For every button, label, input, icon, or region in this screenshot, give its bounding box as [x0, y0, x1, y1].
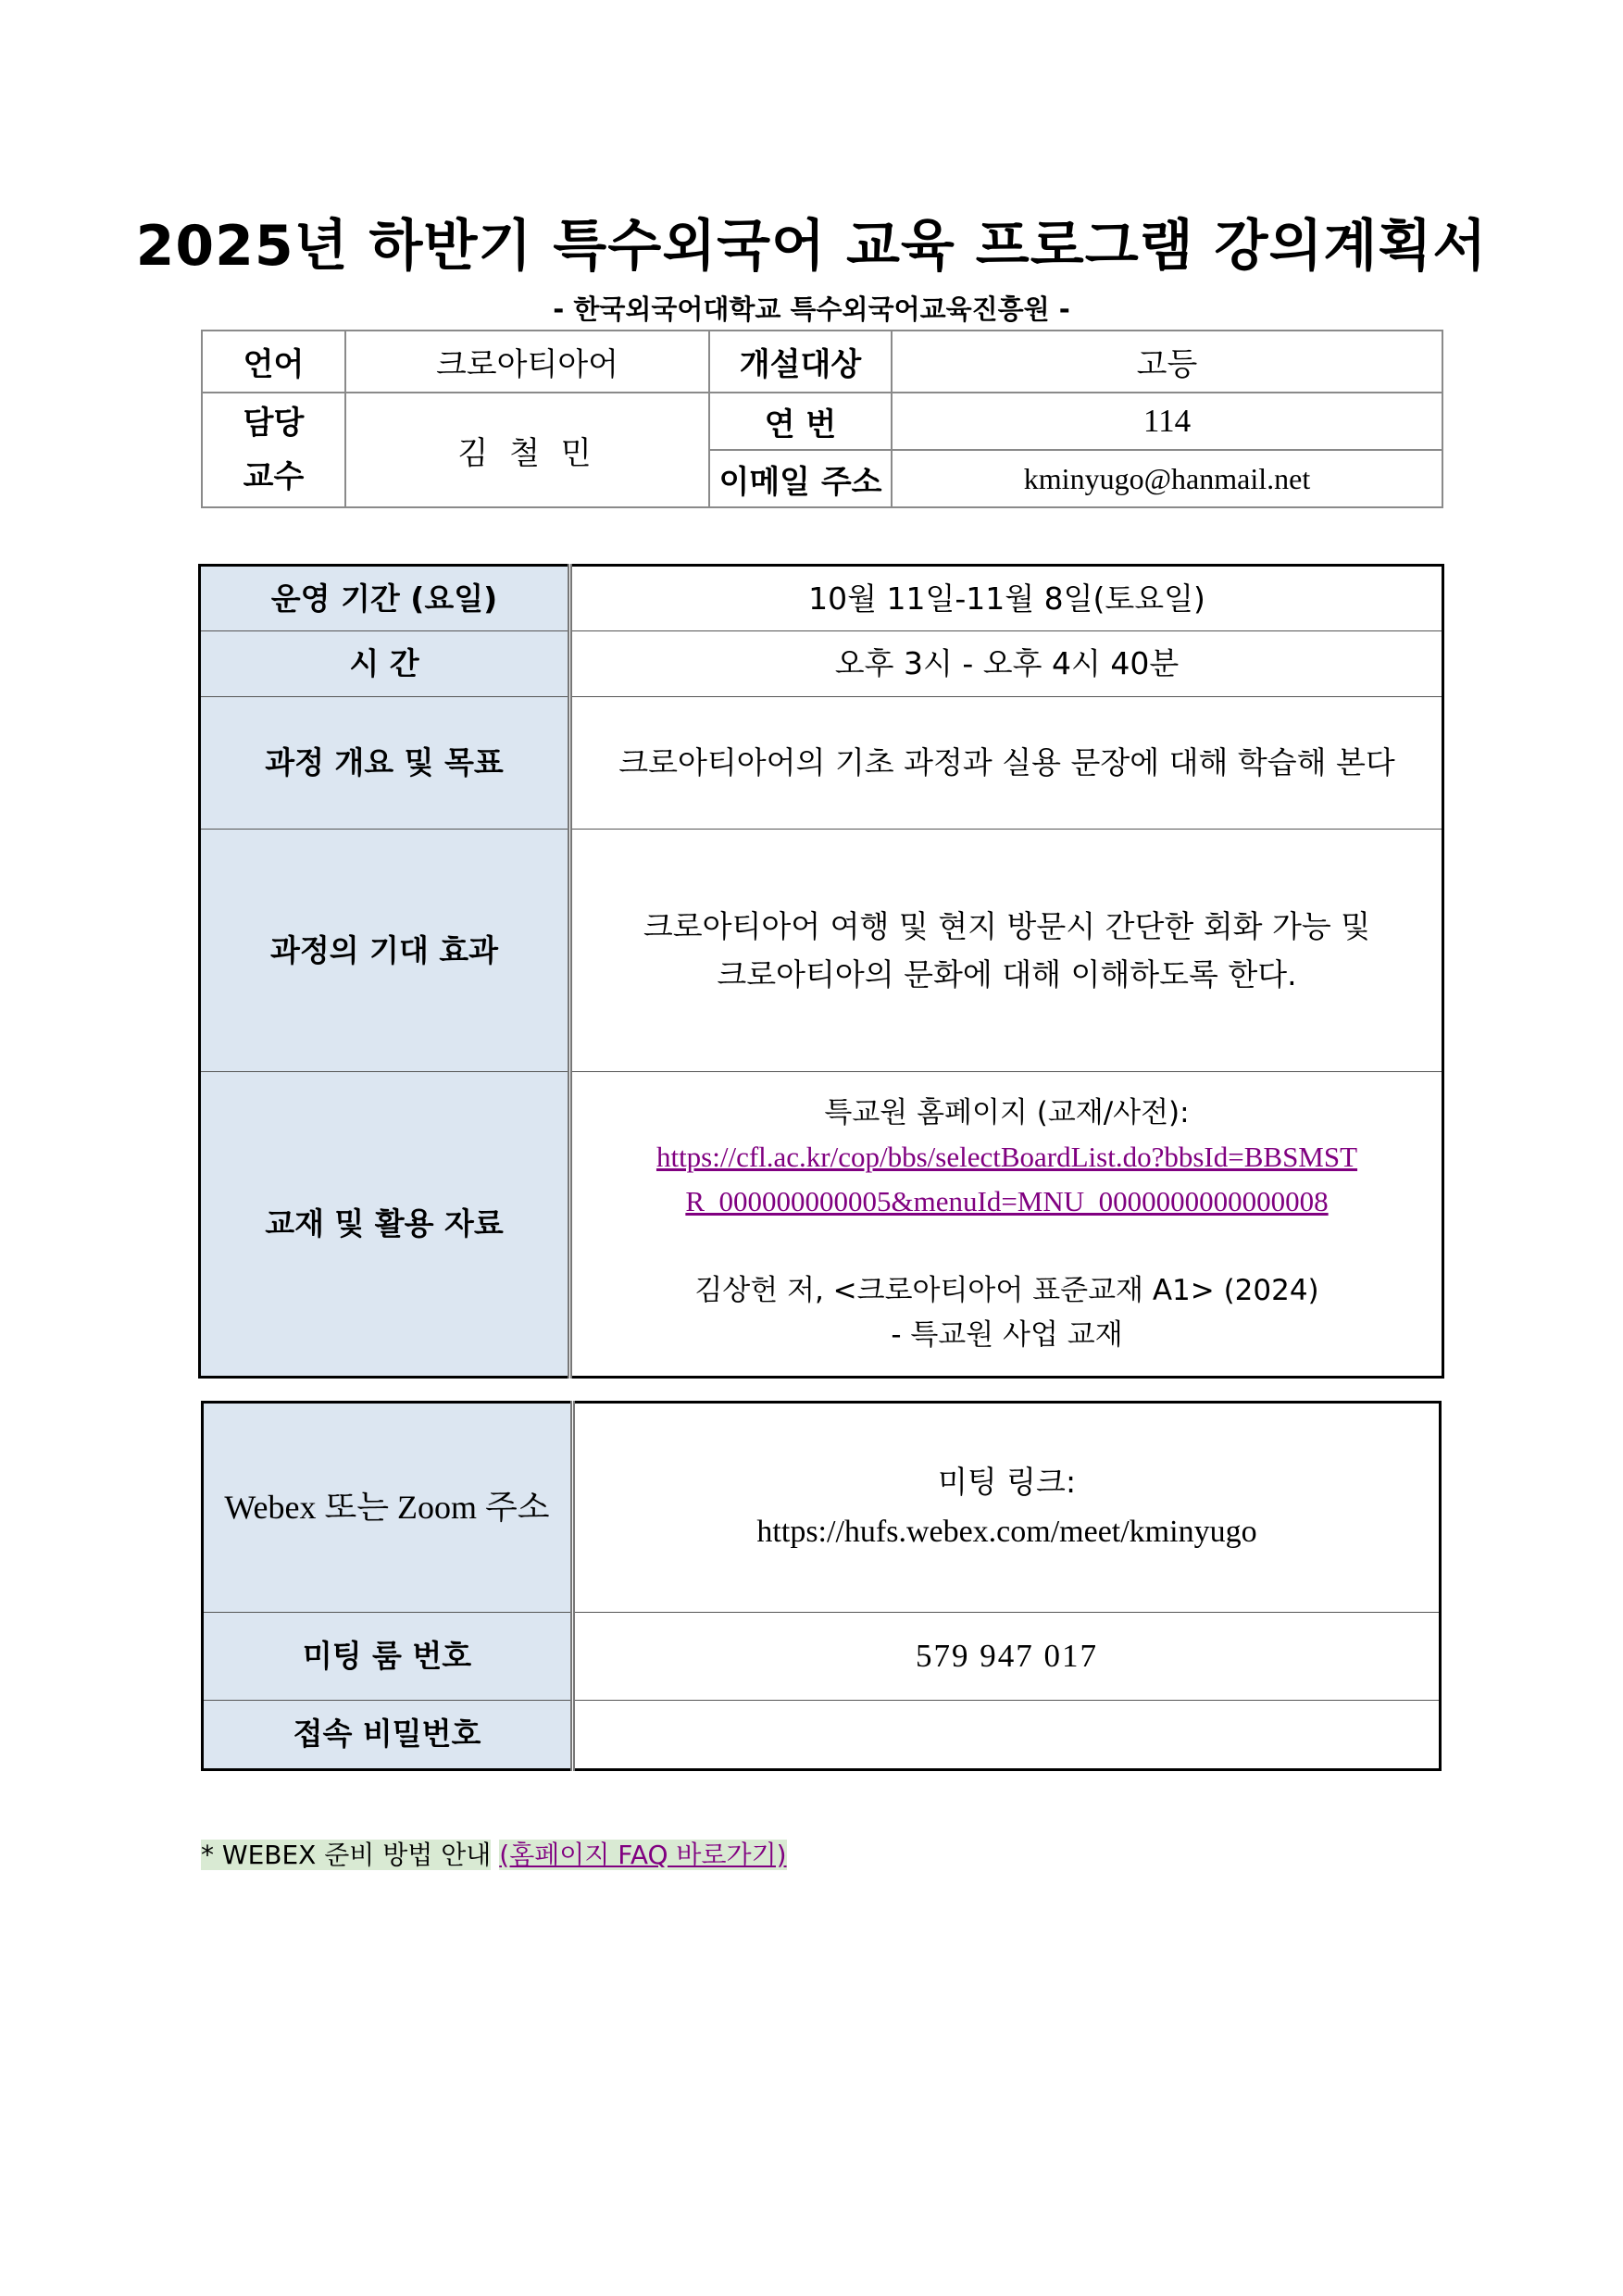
overview-value: 크로아티아어의 기초 과정과 실용 문장에 대해 학습해 본다	[570, 697, 1443, 830]
email-value: kminyugo@hanmail.net	[892, 450, 1442, 507]
serial-value: 114	[892, 393, 1442, 450]
professor-label	[202, 393, 345, 507]
page-title: 2025년 하반기 특수외국어 교육 프로그램 강의계획서	[135, 214, 1488, 279]
webex-guide-note	[201, 1835, 787, 1872]
meeting-link-label: 미팅 링크:	[937, 1463, 1077, 1500]
email-label: 이메일 주소	[709, 450, 892, 507]
course-table	[198, 564, 1444, 1379]
period-value: 10월 11일-11월 8일(토요일)	[570, 566, 1443, 631]
materials-link-line2[interactable]: R_000000000005&menuId=MNU_0000000000000008	[685, 1184, 1329, 1217]
password-value	[573, 1701, 1441, 1770]
effect-label: 과정의 기대 효과	[200, 830, 570, 1072]
language-label: 언어	[202, 331, 345, 393]
room-value: 579 947 017	[573, 1613, 1441, 1701]
professor-label-line1: 담당	[243, 405, 305, 442]
room-label: 미팅 룸 번호	[203, 1613, 573, 1701]
meeting-address-label: Webex 또는 Zoom 주소	[203, 1403, 573, 1613]
overview-label: 과정 개요 및 목표	[200, 697, 570, 830]
effect-line2: 크로아티아의 문화에 대해 이해하도록 한다.	[717, 955, 1297, 992]
meeting-address-value	[573, 1403, 1441, 1613]
meeting-link-url[interactable]: https://hufs.webex.com/meet/kminyugo	[756, 1514, 1257, 1549]
professor-value: 김 철 민	[345, 393, 709, 507]
effect-line1: 크로아티아어 여행 및 현지 방문시 간단한 회화 가능 및	[643, 908, 1371, 945]
materials-book: 김상헌 저, <크로아티아어 표준교재 A1> (2024)	[694, 1274, 1319, 1308]
period-label: 운영 기간 (요일)	[200, 566, 570, 631]
materials-link-line1[interactable]: https://cfl.ac.kr/cop/bbs/selectBoardList.do?bbsId=BBSMST	[655, 1140, 1358, 1173]
meeting-table	[201, 1401, 1442, 1771]
serial-label: 연 번	[709, 393, 892, 450]
target-label: 개설대상	[709, 331, 892, 393]
webex-guide-text: * WEBEX 준비 방법 안내	[201, 1840, 492, 1870]
materials-value	[570, 1072, 1443, 1378]
materials-label: 교재 및 활용 자료	[200, 1072, 570, 1378]
time-value: 오후 3시 - 오후 4시 40분	[570, 631, 1443, 697]
target-value: 고등	[892, 331, 1442, 393]
materials-homepage: 특교원 홈페이지 (교재/사전):	[824, 1095, 1190, 1129]
language-value: 크로아티아어	[345, 331, 709, 393]
faq-link[interactable]: (홈페이지 FAQ 바로가기)	[499, 1840, 787, 1870]
time-label: 시 간	[200, 631, 570, 697]
page-subtitle: - 한국외국어대학교 특수외국어교육진흥원 -	[553, 293, 1070, 325]
effect-value	[570, 830, 1443, 1072]
materials-book-note: - 특교원 사업 교재	[891, 1318, 1123, 1353]
professor-label-line2: 교수	[243, 458, 305, 495]
password-label: 접속 비밀번호	[203, 1701, 573, 1770]
info-table	[201, 330, 1443, 508]
